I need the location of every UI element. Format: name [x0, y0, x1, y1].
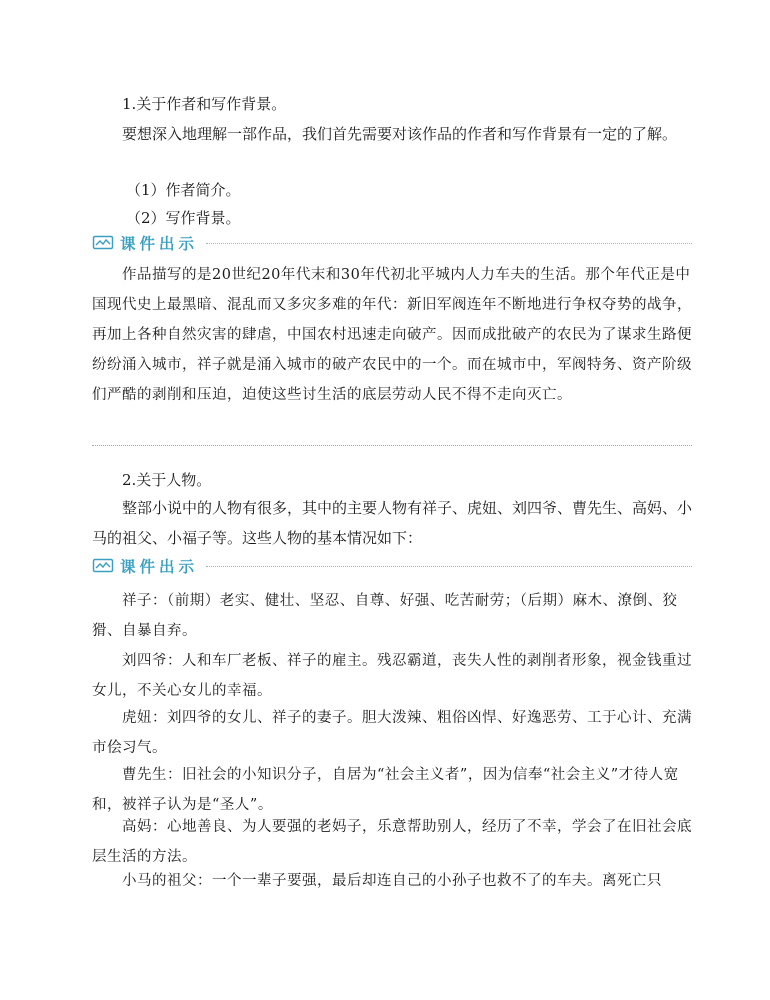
section2-heading: 2.关于人物。: [122, 471, 212, 489]
section2-intro: 整部小说中的人物有很多，其中的主要人物有祥子、虎妞、刘四爷、曹先生、高妈、小马的祖父、小福子等。这些人物的基本情况如下：: [92, 499, 693, 547]
courseware-dotted-rule: [206, 566, 692, 567]
section1-heading: 1.关于作者和写作背景。: [122, 95, 287, 113]
courseware-dotted-rule: [206, 243, 692, 244]
courseware-label: 课件出示: [120, 558, 199, 576]
courseware-banner: [92, 230, 692, 256]
section1-item-background: （2）写作背景。: [126, 209, 241, 227]
courseware-label: 课件出示: [120, 235, 199, 253]
character-gao-ma: 高妈：心地善良、为人要强的老妈子，乐意帮助别人，经历了不幸，学会了在旧社会底层生活的方法。: [92, 819, 692, 865]
character-mr-cao: 曹先生：旧社会的小知识分子，自居为“社会主义者”，因为信奉“社会主义”才待人宽和，被祥子认为是“圣人”。: [92, 767, 679, 813]
presentation-wave-icon: [92, 558, 114, 574]
character-huniu: 虎妞：刘四爷的女儿、祥子的妻子。胆大泼辣、粗俗凶悍、好逸恶劳、工于心计、充满市侩习气。: [92, 710, 692, 756]
section-divider: [92, 445, 692, 446]
courseware-background-text: 作品描写的是20世纪20年代末和30年代初北平城内人力车夫的生活。那个年代正是中国现代史上最黑暗、混乱而又多灾多难的年代：新旧军阀连年不断地进行争权夺势的战争，再加上各种自然灾害的肆虐，中国农村迅速走向破产。因而成批破产的农民为了谋求生路便纷纷涌入城市，祥子就是涌入城市的破产农民中的一个。而在城市中，军阀特务、资产阶级们严酷的剥削和压迫，迫使这些讨生活的底层劳动人民不得不走向灭亡。: [92, 267, 692, 403]
character-xiangzi: 祥子：（前期）老实、健壮、坚忍、自尊、好强、吃苦耐劳；（后期）麻木、潦倒、狡猾、自暴自弃。: [92, 593, 678, 639]
presentation-wave-icon: [92, 235, 114, 251]
character-liu-siye: 刘四爷：人和车厂老板、祥子的雇主。残忍霸道，丧失人性的剥削者形象，视金钱重过女儿，不关心女儿的幸福。: [92, 653, 692, 699]
character-xiaoma-grandfather: 小马的祖父：一个一辈子要强，最后却连自己的小孙子也救不了的车夫。离死亡只: [122, 873, 662, 889]
courseware-banner: [92, 553, 692, 579]
section1-intro: 要想深入地理解一部作品，我们首先需要对该作品的作者和写作背景有一定的了解。: [122, 125, 678, 143]
section1-item-author: （1）作者简介。: [126, 181, 241, 199]
